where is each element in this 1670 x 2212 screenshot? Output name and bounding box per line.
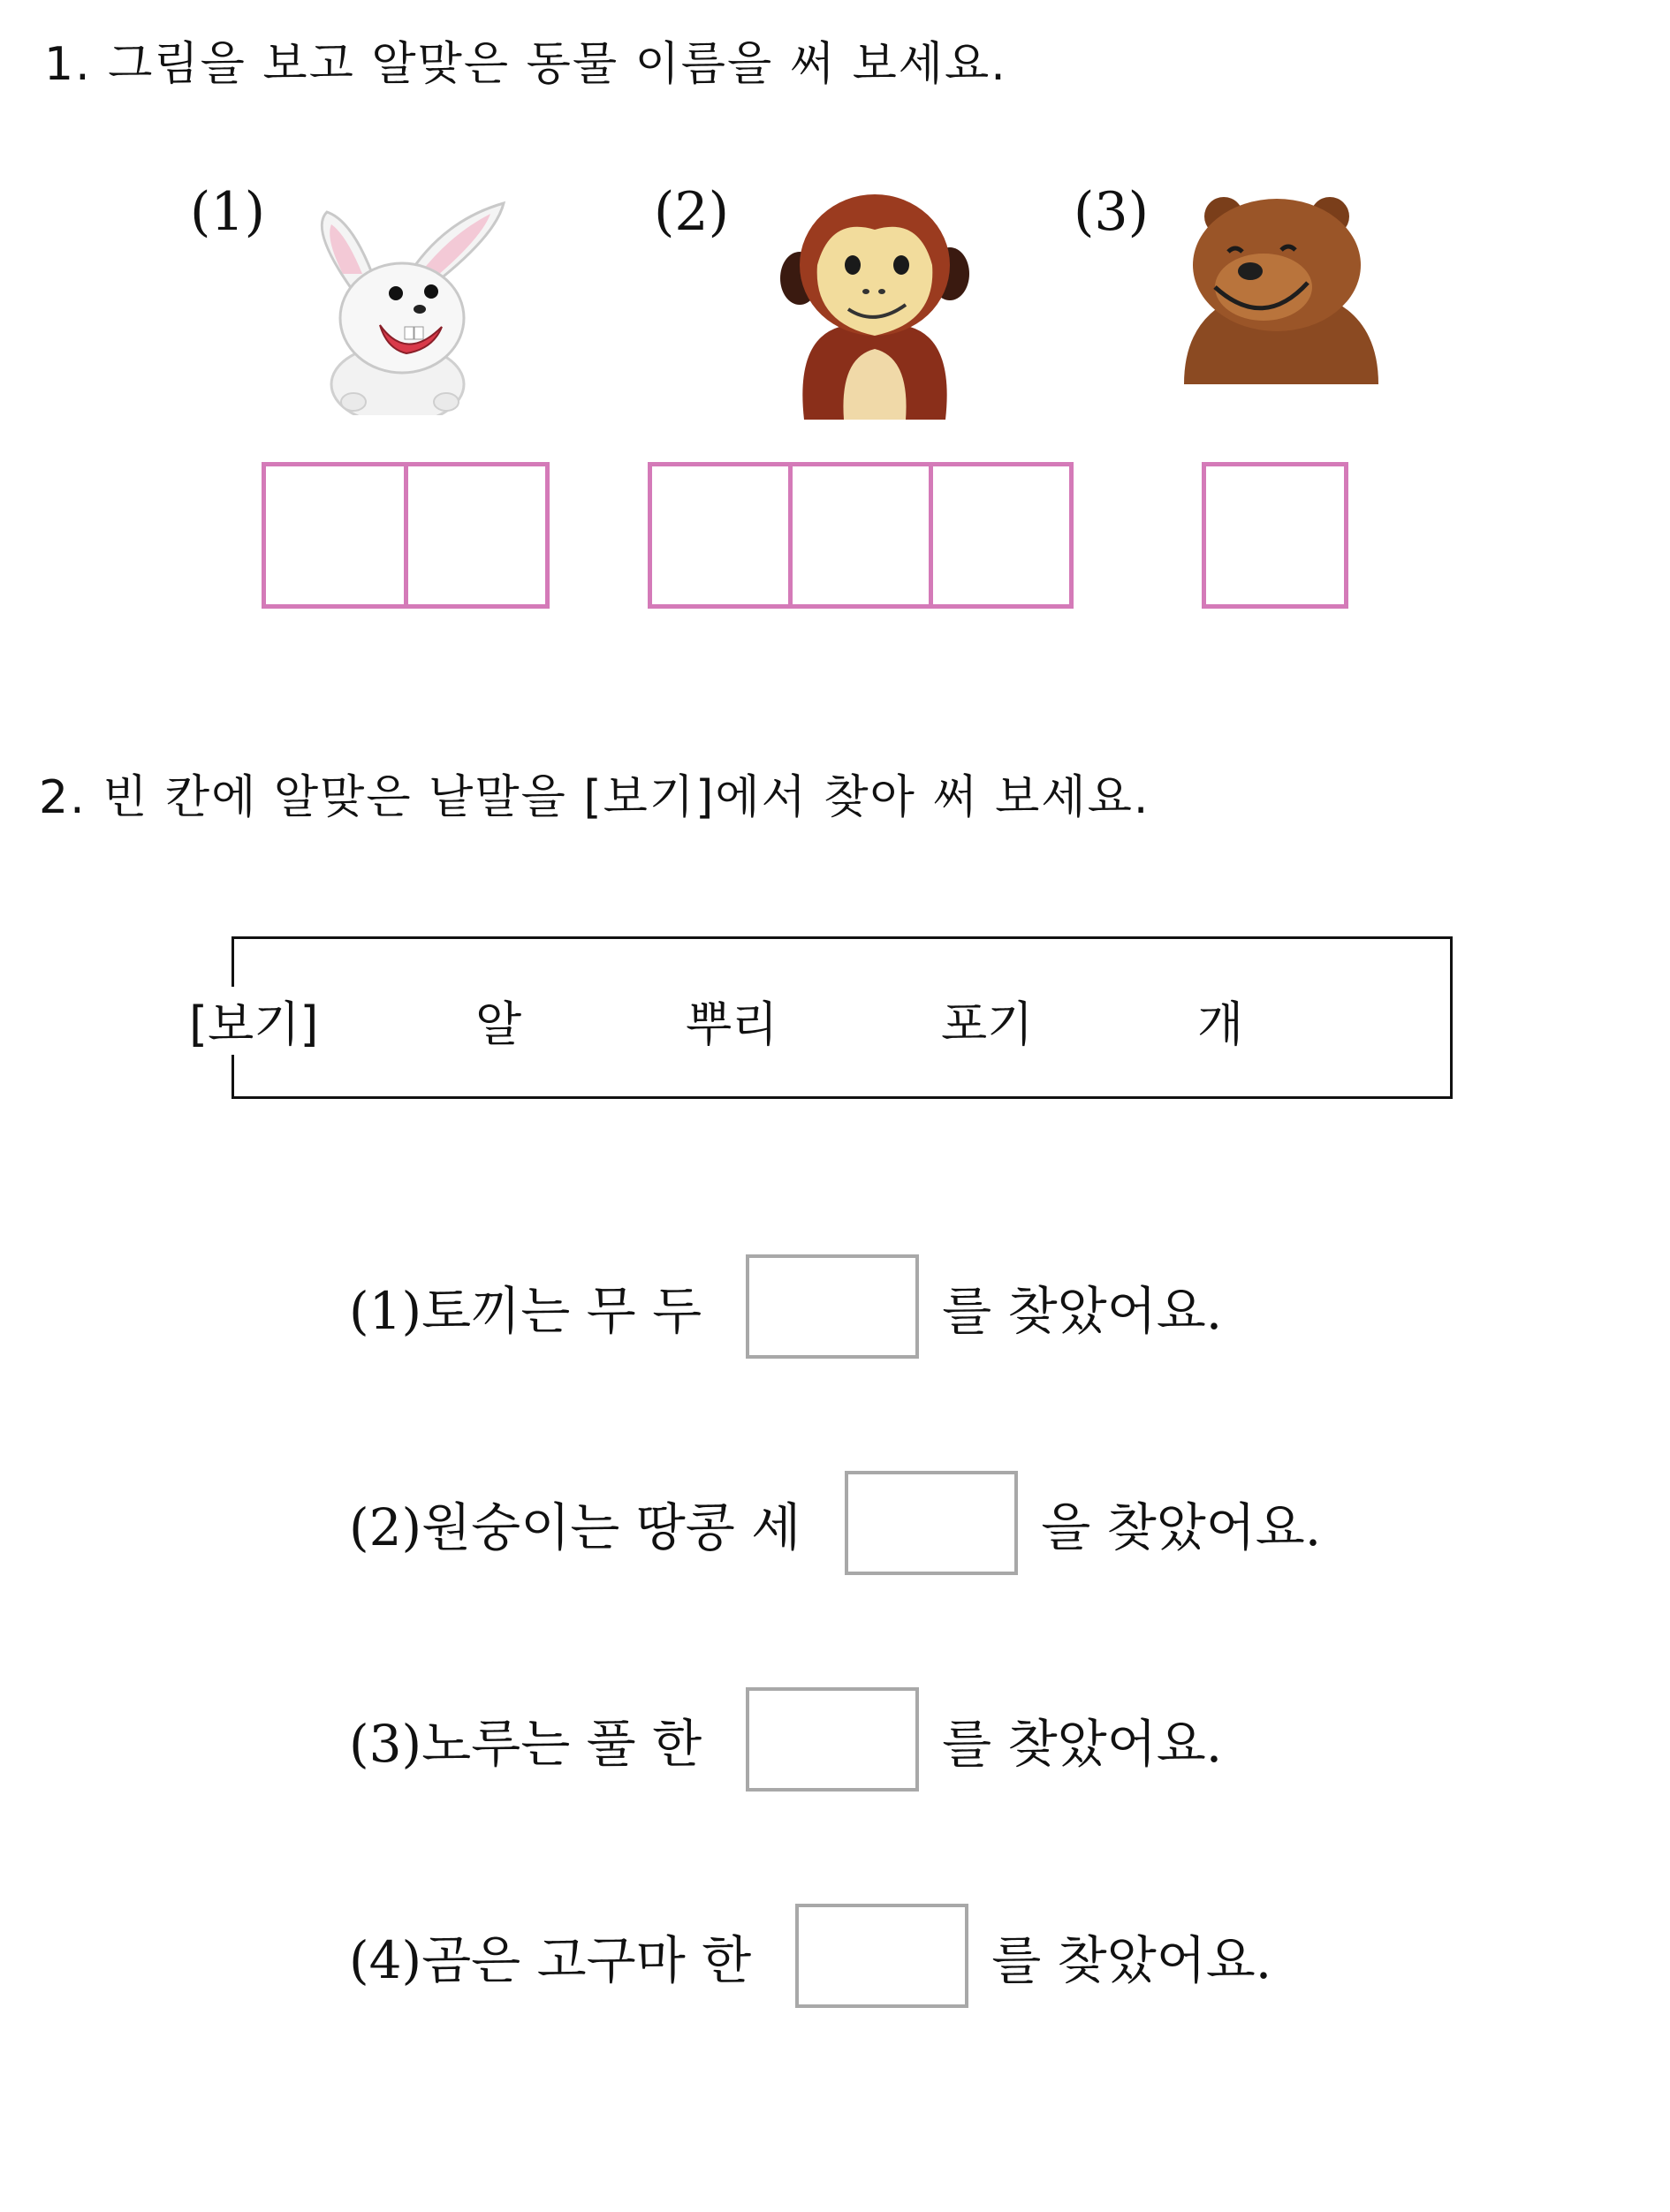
answer-cell[interactable] <box>404 466 546 604</box>
answer-cell[interactable] <box>266 466 404 604</box>
bogi-box <box>232 936 1453 1099</box>
answer-box-3[interactable] <box>746 1687 919 1792</box>
bogi-label: [보기] <box>186 987 322 1055</box>
item-2-label: (2) <box>654 181 729 243</box>
answer-grid-bear[interactable] <box>1202 462 1348 609</box>
answer-cell[interactable] <box>652 466 788 604</box>
answer-cell[interactable] <box>929 466 1069 604</box>
sentence-4-after: 를 찾았어요. <box>991 1930 1272 1990</box>
item-1-label: (1) <box>190 181 265 243</box>
answer-box-1[interactable] <box>746 1254 919 1359</box>
answer-cell[interactable] <box>1206 466 1344 604</box>
sentence-2-before: (2)원숭이는 땅콩 세 <box>349 1497 801 1557</box>
answer-grid-monkey[interactable] <box>648 462 1074 609</box>
sentence-3-after: 를 찾았어요. <box>942 1714 1223 1774</box>
sentence-2 <box>349 1471 1321 1575</box>
answer-grid-rabbit[interactable] <box>262 462 550 609</box>
sentence-1-after: 를 찾았어요. <box>942 1281 1223 1341</box>
bogi-word: 개 <box>1197 996 1244 1052</box>
bear-image <box>1175 190 1387 384</box>
sentence-1-before: (1)토끼는 무 두 <box>349 1281 702 1341</box>
sentence-4 <box>349 1904 1271 2008</box>
question-2-title: 2. 빈 칸에 알맞은 낱말을 [보기]에서 찾아 써 보세요. <box>39 771 1150 824</box>
sentence-4-before: (4)곰은 고구마 한 <box>349 1930 752 1990</box>
monkey-image <box>778 181 972 420</box>
question-1-title: 1. 그림을 보고 알맞은 동물 이름을 써 보세요. <box>44 38 1007 91</box>
answer-box-2[interactable] <box>845 1471 1018 1575</box>
rabbit-image <box>292 186 521 415</box>
sentence-3-before: (3)노루는 풀 한 <box>349 1714 702 1774</box>
answer-box-4[interactable] <box>795 1904 968 2008</box>
sentence-2-after: 을 찾았어요. <box>1041 1497 1322 1557</box>
bogi-word: 알 <box>475 996 522 1052</box>
bogi-word: 뿌리 <box>686 996 778 1052</box>
answer-cell[interactable] <box>788 466 929 604</box>
bogi-word: 포기 <box>941 996 1034 1052</box>
sentence-3 <box>349 1687 1222 1792</box>
sentence-1 <box>349 1254 1222 1359</box>
item-3-label: (3) <box>1074 181 1149 243</box>
